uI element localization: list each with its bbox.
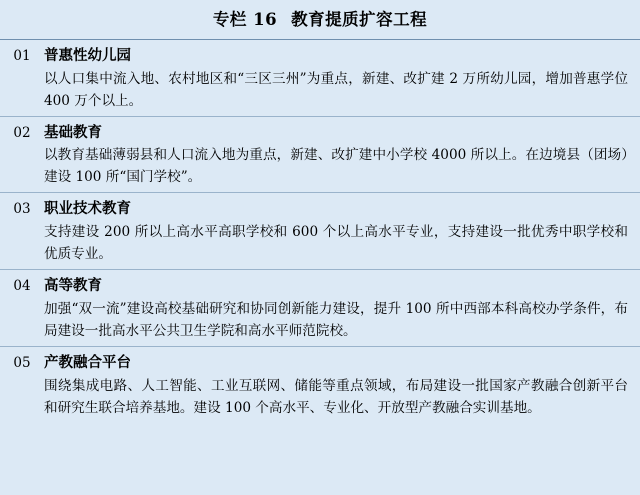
row-description: 围绕集成电路、人工智能、工业互联网、储能等重点领域，布局建设一批国家产教融合创新平台和研究生联合培养基地。建设 100 个高水平、专业化、开放型产教融合实训基地。 <box>44 377 628 416</box>
row-number: 01 <box>13 47 31 64</box>
table-row <box>0 117 640 194</box>
row-number: 02 <box>13 124 31 141</box>
table-row <box>0 347 640 423</box>
row-heading: 普惠性幼儿园 <box>44 46 131 64</box>
row-content <box>44 122 640 189</box>
row-heading: 产教融合平台 <box>44 353 131 371</box>
row-description: 以教育基础薄弱县和人口流入地为重点，新建、改扩建中小学校 4000 所以上。在边境县（团场）建设 100 所“国门学校”。 <box>44 147 628 186</box>
row-content <box>44 198 640 265</box>
row-content <box>44 275 640 342</box>
panel-title <box>0 0 640 39</box>
row-description: 支持建设 200 所以上高水平高职学校和 600 个以上高水平专业，支持建设一批优秀中职学校和优质专业。 <box>44 224 628 263</box>
row-heading: 职业技术教育 <box>44 200 131 218</box>
row-content <box>44 352 640 419</box>
row-content <box>44 45 640 112</box>
row-description: 加强“双一流”建设高校基础研究和协同创新能力建设，提升 100 所中西部本科高校办学条件，布局建设一批高水平公共卫生学院和高水平师范院校。 <box>44 300 628 339</box>
row-description: 以人口集中流入地、农村地区和“三区三州”为重点，新建、改扩建 2 万所幼儿园，增加普惠学位 400 万个以上。 <box>44 70 628 109</box>
panel-title-text: 教育提质扩容工程 <box>291 10 428 29</box>
table-row <box>0 270 640 347</box>
row-number: 03 <box>13 201 31 218</box>
table-row <box>0 193 640 270</box>
table-row <box>0 40 640 117</box>
row-heading: 高等教育 <box>44 277 102 295</box>
row-heading: 基础教育 <box>44 123 102 141</box>
panel-title-label: 专栏 16 <box>212 10 278 29</box>
row-number: 05 <box>13 354 31 371</box>
row-number: 04 <box>13 278 31 295</box>
project-list <box>0 39 640 495</box>
